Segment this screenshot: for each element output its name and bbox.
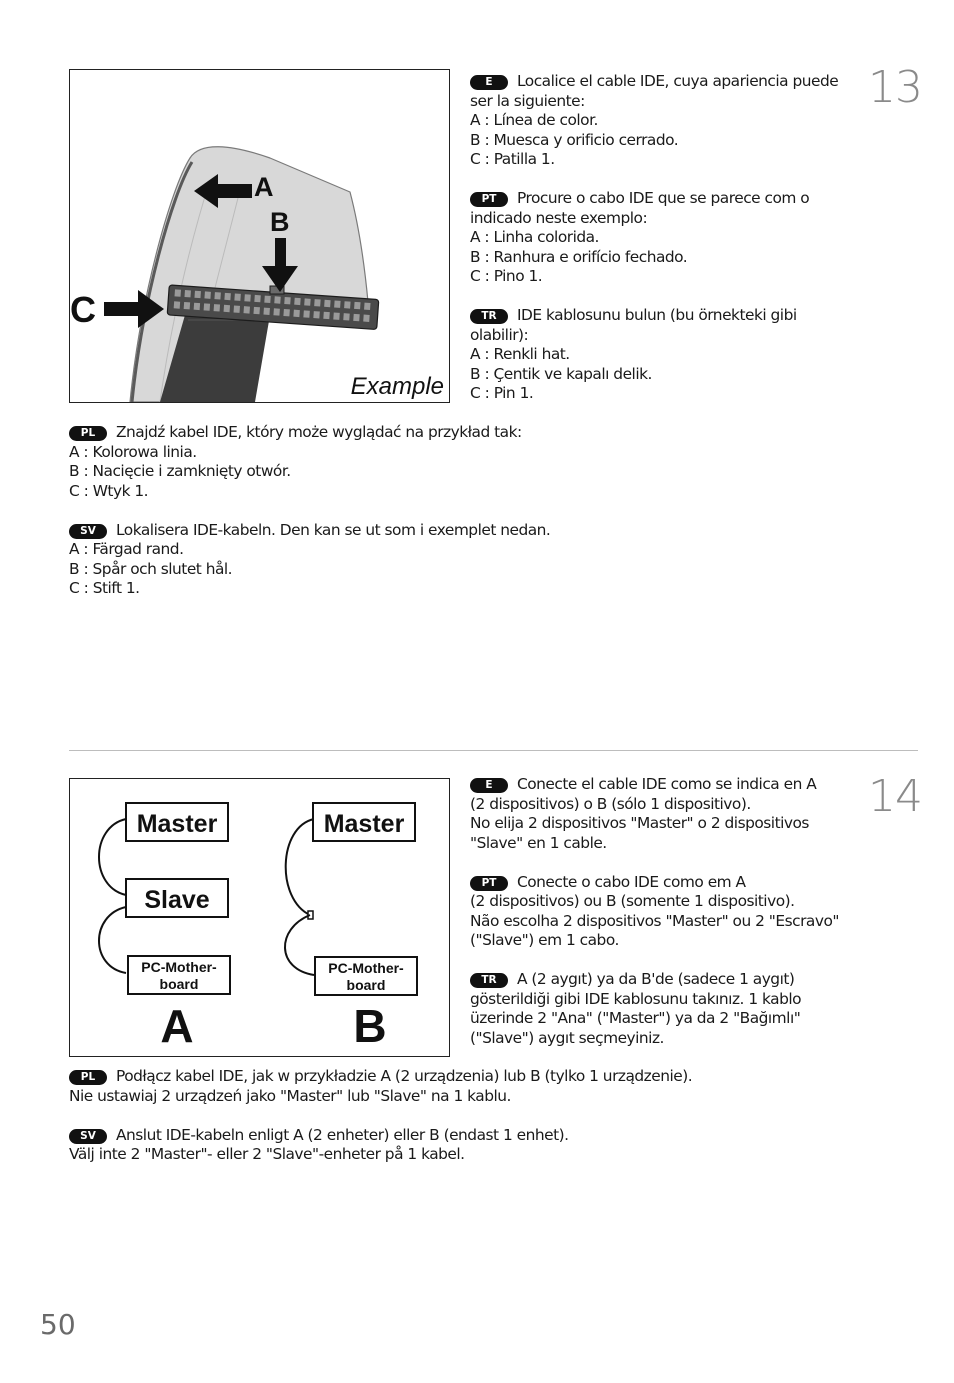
section-divider: [69, 750, 918, 751]
instruction-sv: SV Lokalisera IDE-kabeln. Den kan se ut som i exemplet nedan. A : Färgad rand. B : Spår och slutet hål. C : Stift 1.: [69, 520, 551, 597]
ide-cable-illustration: [70, 70, 449, 402]
letter-b: B: [353, 1000, 387, 1052]
instruction-pt: PT Procure o cabo IDE que se parece com o indicado neste exemplo: A : Linha colorida. B : Ranhura e orifício fechado. C : Pino 1.: [470, 189, 810, 285]
label-b: B: [270, 207, 290, 237]
step14-bottom-text: [69, 1067, 929, 1184]
master-label-a: Master: [136, 810, 218, 838]
language-badge: SV: [69, 1129, 107, 1144]
instruction-pt: PT Conecte o cabo IDE como em A (2 dispositivos) ou B (somente 1 dispositivo). Não escolha 2 dispositivos "Master" ou 2 "Escravo" ("Slave") em 1 cabo.: [470, 872, 839, 949]
step14-right-text: [470, 775, 855, 1068]
instruction-tr: TR IDE kablosunu bulun (bu örnekteki gibi olabilir): A : Renkli hat. B : Çentik ve kapalı delik. C : Pin 1.: [470, 306, 797, 402]
language-badge: E: [470, 75, 508, 90]
language-badge: PT: [470, 192, 508, 207]
language-badge: TR: [470, 973, 508, 988]
step-number-14: 14: [868, 771, 922, 822]
motherboard-label-a-line2: board: [159, 976, 199, 992]
letter-a: A: [160, 1000, 194, 1052]
master-slave-figure: [69, 778, 450, 1057]
language-badge: E: [470, 778, 508, 793]
motherboard-label-b-line2: board: [346, 977, 386, 993]
instruction-pl: PL Znajdź kabel IDE, który może wyglądać na przykład tak: A : Kolorowa linia. B : Nacięcie i zamknięty otwór. C : Wtyk 1.: [69, 423, 522, 500]
motherboard-label-a-line1: PC-Mother-: [141, 959, 217, 975]
instruction-es: E Localice el cable IDE, cuya apariencia puede ser la siguiente: A : Línea de color. B : Muesca y orificio cerrado. C : Patilla 1.: [470, 72, 839, 168]
language-badge: TR: [470, 309, 508, 324]
label-a: A: [254, 172, 274, 202]
instruction-tr: TR A (2 aygıt) ya da B'de (sadece 1 aygıt) gösterildiği gibi IDE kablosunu takınız. 1 kablo üzerinde 2 "Ana" ("Master") ya da 2 "Bağımlı" ("Slave") aygıt seçmeyiniz.: [470, 970, 802, 1047]
master-slave-diagram: [70, 779, 449, 1056]
instruction-es: E Conecte el cable IDE como se indica en A (2 dispositivos) o B (sólo 1 dispositivo). No elija 2 dispositivos "Master" o 2 dispositivos "Slave" en 1 cable.: [470, 775, 817, 852]
instruction-sv: SV Anslut IDE-kabeln enligt A (2 enheter) eller B (endast 1 enhet). Välj inte 2 "Master"- eller 2 "Slave"-enheter på 1 kabel.: [69, 1125, 569, 1163]
language-badge: PT: [470, 876, 508, 891]
language-badge: SV: [69, 524, 107, 539]
label-c: C: [70, 289, 96, 330]
step-number-13: 13: [868, 62, 922, 113]
instruction-pl: PL Podłącz kabel IDE, jak w przykładzie A (2 urządzenia) lub B (tylko 1 urządzenie). Nie ustawiaj 2 urządzeń jako "Master" lub "Slave" na 1 kablu.: [69, 1067, 693, 1105]
master-label-b: Master: [323, 810, 405, 838]
slave-label-a: Slave: [144, 886, 210, 914]
ide-cable-example-figure: [69, 69, 450, 403]
figure-caption: Example: [350, 373, 444, 400]
step13-bottom-text: [69, 423, 769, 618]
motherboard-label-b-line1: PC-Mother-: [328, 960, 404, 976]
language-badge: PL: [69, 1070, 107, 1085]
step13-right-text: [470, 72, 850, 423]
page-number: 50: [40, 1308, 76, 1341]
language-badge: PL: [69, 426, 107, 441]
